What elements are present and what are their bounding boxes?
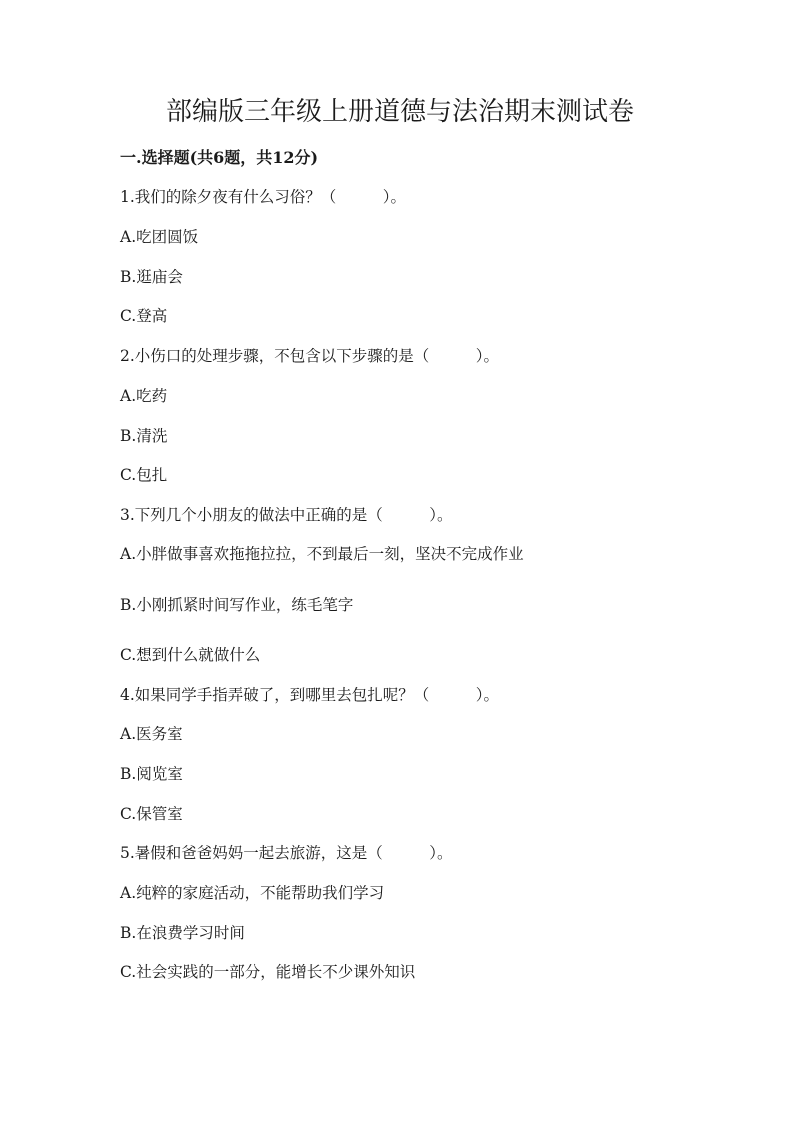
question-3-option-a: A.小胖做事喜欢拖拖拉拉，不到最后一刻，坚决不完成作业 bbox=[120, 545, 524, 563]
section-heading: 一.选择题(共6题，共12分) bbox=[120, 148, 319, 167]
question-1-option-a: A.吃团圆饭 bbox=[120, 228, 199, 246]
question-3-stem: 3.下列几个小朋友的做法中正确的是（ ）。 bbox=[120, 506, 453, 524]
question-2-option-b: B.清洗 bbox=[120, 427, 168, 445]
question-5-option-b: B.在浪费学习时间 bbox=[120, 924, 245, 942]
question-4-option-a: A.医务室 bbox=[120, 725, 183, 743]
question-5-option-c: C.社会实践的一部分，能增长不少课外知识 bbox=[120, 963, 416, 981]
question-5-option-a: A.纯粹的家庭活动，不能帮助我们学习 bbox=[120, 884, 385, 902]
question-4-stem: 4.如果同学手指弄破了，到哪里去包扎呢？（ ）。 bbox=[120, 686, 500, 704]
question-1-stem: 1.我们的除夕夜有什么习俗？（ ）。 bbox=[120, 188, 407, 206]
question-3-option-c: C.想到什么就做什么 bbox=[120, 646, 261, 664]
question-2-option-a: A.吃药 bbox=[120, 387, 168, 405]
question-1-option-c: C.登高 bbox=[120, 307, 168, 325]
page-title: 部编版三年级上册道德与法治期末测试卷 bbox=[165, 97, 634, 127]
question-4-option-b: B.阅览室 bbox=[120, 765, 183, 783]
question-2-option-c: C.包扎 bbox=[120, 466, 168, 484]
question-1-option-b: B.逛庙会 bbox=[120, 268, 183, 286]
question-2-stem: 2.小伤口的处理步骤，不包含以下步骤的是（ ）。 bbox=[120, 347, 500, 365]
question-4-option-c: C.保管室 bbox=[120, 805, 183, 823]
question-3-option-b: B.小刚抓紧时间写作业，练毛笔字 bbox=[120, 596, 354, 614]
question-5-stem: 5.暑假和爸爸妈妈一起去旅游，这是（ ）。 bbox=[120, 844, 453, 862]
